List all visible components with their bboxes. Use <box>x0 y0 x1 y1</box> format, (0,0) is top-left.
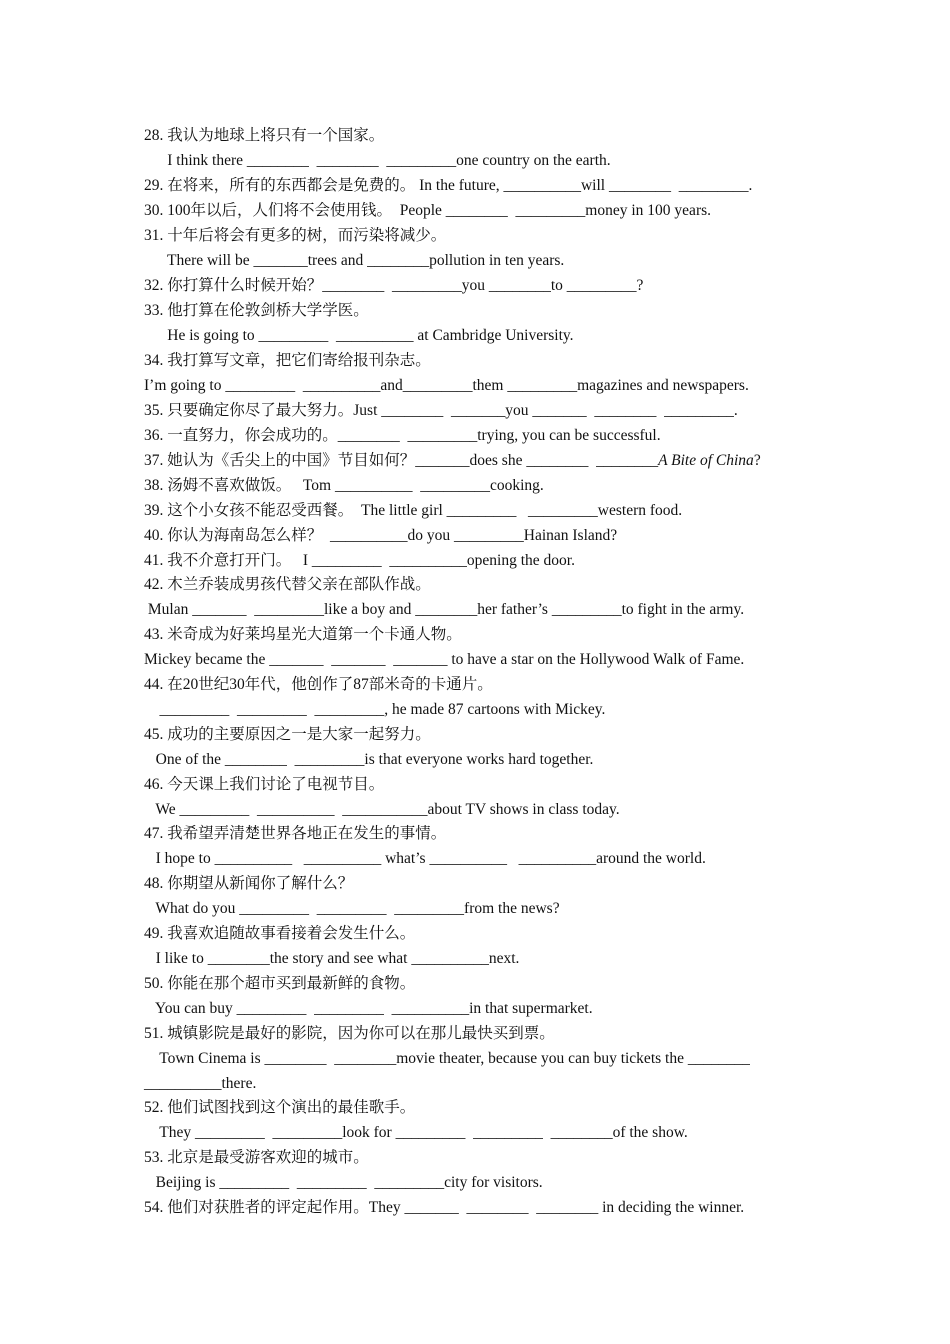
line-43-chinese: 43. 米奇成为好莱坞星光大道第一个卡通人物。 <box>144 626 462 643</box>
line-40: 40. 你认为海南岛怎么样？ __________do you _________Hainan Island? <box>144 527 618 544</box>
line-44-chinese: 44. 在20世纪30年代，他创作了87部米奇的卡通片。 <box>144 676 493 693</box>
line-52-english: They _________ _________look for _________ _________ ________of the show. <box>144 1124 688 1141</box>
line-54: 54. 他们对获胜者的评定起作用。They _______ ________ ________ in deciding the winner. <box>144 1199 745 1216</box>
line-41: 41. 我不介意打开门。 I _________ __________opening the door. <box>144 552 575 569</box>
line-33-chinese: 33. 他打算在伦敦剑桥大学学医。 <box>144 302 369 319</box>
line-51-chinese: 51. 城镇影院是最好的影院，因为你可以在那儿最快买到票。 <box>144 1025 555 1042</box>
line-46-chinese: 46. 今天课上我们讨论了电视节目。 <box>144 776 385 793</box>
line-32: 32. 你打算什么时候开始？________ _________you ________to _________? <box>144 277 644 294</box>
line-53-chinese: 53. 北京是最受游客欢迎的城市。 <box>144 1149 369 1166</box>
line-46-english: We _________ __________ ___________about TV shows in class today. <box>144 801 620 818</box>
program-title: A Bite of China <box>658 452 754 469</box>
line-31-english: There will be _______trees and ________pollution in ten years. <box>144 252 565 269</box>
line-50-english: You can buy _________ _________ __________in that supermarket. <box>144 1000 593 1017</box>
line-50-chinese: 50. 你能在那个超市买到最新鲜的食物。 <box>144 975 416 992</box>
line-42-english: Mulan _______ _________like a boy and ________her father’s _________to fight in the army. <box>144 601 745 618</box>
line-43-english: Mickey became the _______ _______ _______ to have a star on the Hollywood Walk of Fame. <box>144 651 745 668</box>
line-44-english: _________ _________ _________, he made 87 cartoons with Mickey. <box>144 701 606 718</box>
line-47-english: I hope to __________ __________ what’s __________ __________around the world. <box>144 850 706 867</box>
line-51-english-cont: __________there. <box>144 1075 257 1092</box>
line-30: 30. 100年以后，人们将不会使用钱。 People ________ _________money in 100 years. <box>144 202 712 219</box>
line-52-chinese: 52. 他们试图找到这个演出的最佳歌手。 <box>144 1099 416 1116</box>
line-31-chinese: 31. 十年后将会有更多的树，而污染将减少。 <box>144 227 447 244</box>
line-39: 39. 这个小女孩不能忍受西餐。 The little girl _________ _________western food. <box>144 502 683 519</box>
line-42-chinese: 42. 木兰乔装成男孩代替父亲在部队作战。 <box>144 576 431 593</box>
line-37: 37. 她认为《舌尖上的中国》节目如何？_______does she ________ ________A Bite of China? <box>144 452 761 469</box>
line-49-chinese: 49. 我喜欢追随故事看接着会发生什么。 <box>144 925 416 942</box>
line-38: 38. 汤姆不喜欢做饭。 Tom __________ _________cooking. <box>144 477 544 494</box>
line-45-chinese: 45. 成功的主要原因之一是大家一起努力。 <box>144 726 431 743</box>
line-29: 29. 在将来，所有的东西都会是免费的。 In the future, __________will ________ _________. <box>144 177 753 194</box>
line-49-english: I like to ________the story and see what __________next. <box>144 950 520 967</box>
line-35: 35. 只要确定你尽了最大努力。Just ________ _______you _______ ________ _________. <box>144 402 738 419</box>
line-45-english: One of the ________ _________is that everyone works hard together. <box>144 751 594 768</box>
line-28-english: I think there ________ ________ _________one country on the earth. <box>144 152 611 169</box>
line-34-english: I’m going to _________ __________and_________them _________magazines and newspapers. <box>144 377 749 394</box>
line-28-chinese: 28. 我认为地球上将只有一个国家。 <box>144 127 385 144</box>
line-51-english: Town Cinema is ________ ________movie theater, because you can buy tickets the ________ <box>144 1050 750 1067</box>
line-36: 36. 一直努力，你会成功的。________ _________trying, you can be successful. <box>144 427 661 444</box>
line-48-chinese: 48. 你期望从新闻你了解什么？ <box>144 875 354 892</box>
line-34-chinese: 34. 我打算写文章，把它们寄给报刊杂志。 <box>144 352 431 369</box>
line-48-english: What do you _________ _________ _________from the news? <box>144 900 560 917</box>
line-47-chinese: 47. 我希望弄清楚世界各地正在发生的事情。 <box>144 825 447 842</box>
line-53-english: Beijing is _________ _________ _________city for visitors. <box>144 1174 543 1191</box>
line-33-english: He is going to _________ __________ at Cambridge University. <box>144 327 574 344</box>
